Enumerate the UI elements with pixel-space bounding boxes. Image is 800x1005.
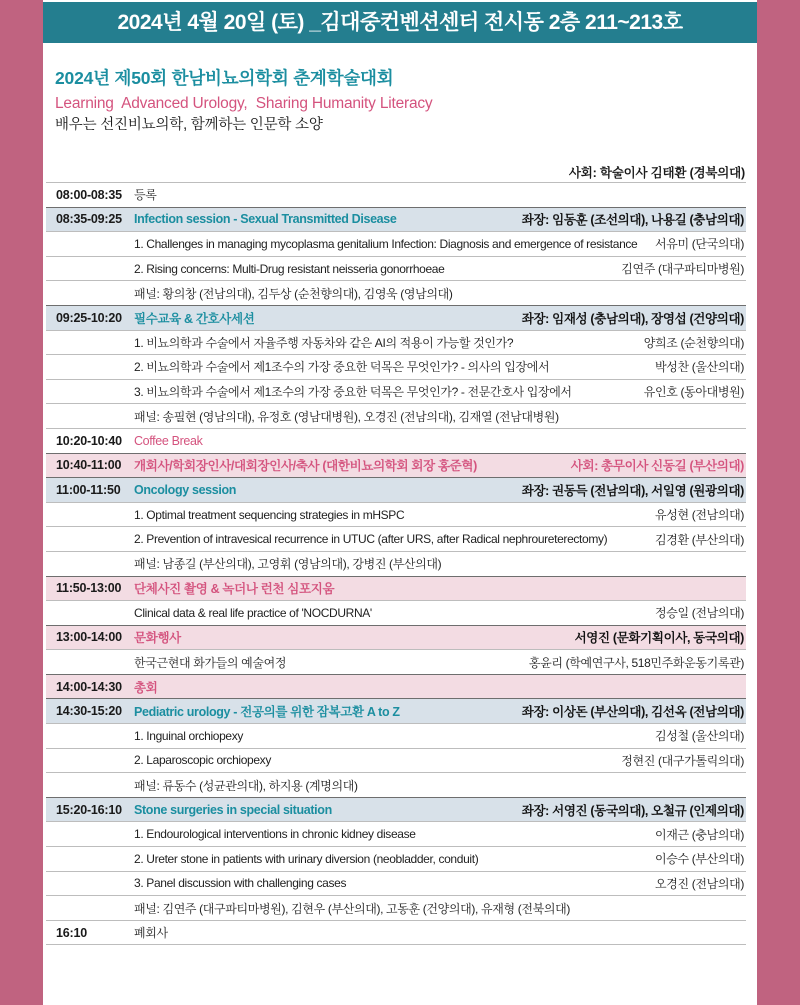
schedule-row xyxy=(46,723,746,748)
time-cell: 10:40-11:00 xyxy=(56,458,122,473)
schedule-row xyxy=(46,772,746,797)
schedule-row xyxy=(46,551,746,576)
schedule-row xyxy=(46,846,746,871)
chair-or-speaker: 유인호 (동아대병원) xyxy=(643,385,744,400)
item-title: 한국근현대 화가들의 예술여정 xyxy=(134,655,287,670)
schedule-row xyxy=(46,920,746,945)
schedule-row xyxy=(46,256,746,281)
chair-or-speaker: 좌장: 권동득 (전남의대), 서일영 (원광의대) xyxy=(521,483,744,498)
chair-or-speaker: 김연주 (대구파티마병원) xyxy=(621,262,744,277)
item-title: 3. 비뇨의학과 수술에서 제1조수의 가장 중요한 덕목은 무엇인가? - 전문간호사 입장에서 xyxy=(134,385,572,400)
time-cell: 10:20-10:40 xyxy=(56,433,122,448)
schedule-row xyxy=(46,502,746,527)
item-title: 2. Prevention of intravesical recurrence in UTUC (after URS, after Radical nephroureterectomy) xyxy=(134,532,608,547)
chair-or-speaker: 사회: 총무이사 신동길 (부산의대) xyxy=(570,459,744,474)
chair-or-speaker: 홍윤리 (학예연구사, 518민주화운동기록관) xyxy=(528,655,744,670)
chair-or-speaker: 정현진 (대구가톨릭의대) xyxy=(621,753,744,768)
schedule-row xyxy=(46,453,746,478)
time-cell: 16:10 xyxy=(56,925,87,940)
schedule-row xyxy=(46,477,746,502)
schedule-row xyxy=(46,649,746,674)
time-cell: 09:25-10:20 xyxy=(56,310,122,325)
left-border-stripe xyxy=(0,0,43,1005)
item-title: 1. Inguinal orchiopexy xyxy=(134,728,244,743)
schedule-row xyxy=(46,305,746,330)
item-title: 2. Rising concerns: Multi-Drug resistant neisseria gonorrhoeae xyxy=(134,261,445,276)
time-cell: 11:50-13:00 xyxy=(56,581,122,596)
schedule-row xyxy=(46,207,746,232)
schedule-table xyxy=(46,182,746,945)
chair-or-speaker: 이승수 (부산의대) xyxy=(655,852,744,867)
schedule-row xyxy=(46,403,746,428)
schedule-row xyxy=(46,600,746,625)
item-title: 1. Optimal treatment sequencing strategies in mHSPC xyxy=(134,507,405,522)
schedule-row xyxy=(46,674,746,699)
chair-or-speaker: 이재근 (충남의대) xyxy=(655,827,744,842)
time-cell: 08:00-08:35 xyxy=(56,187,122,202)
venue-banner xyxy=(43,2,757,43)
schedule-row xyxy=(46,379,746,404)
chair-or-speaker: 좌장: 임동훈 (조선의대), 나용길 (충남의대) xyxy=(521,213,744,228)
session-title: 총회 xyxy=(134,680,158,695)
item-title: 패널: 황의창 (전남의대), 김두상 (순천향의대), 김영욱 (영남의대) xyxy=(134,286,453,301)
item-title: 1. Challenges in managing mycoplasma genitalium Infection: Diagnosis and emergence of resistance xyxy=(134,236,638,251)
schedule-row xyxy=(46,354,746,379)
schedule-row xyxy=(46,526,746,551)
item-title: 1. 비뇨의학과 수술에서 자율주행 자동차와 같은 AI의 적용이 가능할 것인가? xyxy=(134,335,514,350)
time-cell: 15:20-16:10 xyxy=(56,802,122,817)
session-title: Stone surgeries in special situation xyxy=(134,802,332,817)
schedule-row xyxy=(46,330,746,355)
moderator-note: 사회: 학술이사 김태환 (경북의대) xyxy=(568,166,745,180)
session-title: Coffee Break xyxy=(134,433,203,448)
chair-or-speaker: 좌장: 이상돈 (부산의대), 김선옥 (전남의대) xyxy=(521,705,744,720)
schedule-row xyxy=(46,895,746,920)
chair-or-speaker: 서유미 (단국의대) xyxy=(655,237,744,252)
item-title: Clinical data & real life practice of 'NOCDURNA' xyxy=(134,605,372,620)
session-title: 단체사진 촬영 & 녹더나 런천 심포지움 xyxy=(134,582,335,597)
schedule-row xyxy=(46,576,746,601)
chair-or-speaker: 김성철 (울산의대) xyxy=(655,729,744,744)
session-title: 등록 xyxy=(134,188,157,203)
intro-block xyxy=(43,43,757,180)
item-title: 2. 비뇨의학과 수술에서 제1조수의 가장 중요한 덕목은 무엇인가? - 의사의 입장에서 xyxy=(134,360,550,375)
item-title: 패널: 류동수 (성균관의대), 하지용 (계명의대) xyxy=(134,778,358,793)
session-title: 개회사/학회장인사/대회장인사/축사 (대한비뇨의학회 회장 홍준혁) xyxy=(134,459,477,474)
schedule-row xyxy=(46,428,746,453)
chair-or-speaker: 김경환 (부산의대) xyxy=(655,532,744,547)
time-cell: 14:00-14:30 xyxy=(56,679,122,694)
item-title: 2. Ureter stone in patients with urinary diversion (neobladder, conduit) xyxy=(134,851,479,866)
content-panel xyxy=(43,0,757,1005)
conference-title: 2024년 제50회 한남비뇨의학회 춘계학술대회 xyxy=(55,68,394,88)
chair-or-speaker: 오경진 (전남의대) xyxy=(655,876,744,891)
item-title: 3. Panel discussion with challenging cases xyxy=(134,876,347,891)
chair-or-speaker: 유성현 (전남의대) xyxy=(655,508,744,523)
item-title: 패널: 송필현 (영남의대), 유정호 (영남대병원), 오경진 (전남의대), 김재열 (전남대병원) xyxy=(134,409,559,424)
right-border-stripe xyxy=(757,0,800,1005)
item-title: 1. Endourological interventions in chronic kidney disease xyxy=(134,827,416,842)
schedule-row xyxy=(46,182,746,207)
time-cell: 11:00-11:50 xyxy=(56,482,121,497)
chair-or-speaker: 서영진 (문화기획이사, 동국의대) xyxy=(574,631,744,646)
item-title: 패널: 남종길 (부산의대), 고영휘 (영남의대), 강병진 (부산의대) xyxy=(134,557,442,572)
chair-or-speaker: 양희조 (순천향의대) xyxy=(643,335,744,350)
item-title: 패널: 김연주 (대구파티마병원), 김현우 (부산의대), 고동훈 (건양의대), 유재형 (전북의대) xyxy=(134,901,570,916)
schedule-row xyxy=(46,821,746,846)
chair-or-speaker: 좌장: 서영진 (동국의대), 오철규 (인제의대) xyxy=(521,803,744,818)
schedule-row xyxy=(46,280,746,305)
time-cell: 08:35-09:25 xyxy=(56,212,122,227)
session-title: Infection session - Sexual Transmitted Disease xyxy=(134,212,397,227)
item-title: 2. Laparoscopic orchiopexy xyxy=(134,753,271,768)
time-cell: 14:30-15:20 xyxy=(56,704,122,719)
session-title: 폐회사 xyxy=(134,926,168,941)
session-title: 문화행사 xyxy=(134,631,181,646)
schedule-row xyxy=(46,625,746,650)
session-title: 필수교육 & 간호사세션 xyxy=(134,311,255,326)
schedule-row xyxy=(46,797,746,822)
schedule-row xyxy=(46,698,746,723)
time-cell: 13:00-14:00 xyxy=(56,630,122,645)
venue-banner-text: 2024년 4월 20일 (토) _김대중컨벤션센터 전시동 2층 211~213호 xyxy=(117,11,683,34)
schedule-row xyxy=(46,231,746,256)
session-title: Oncology session xyxy=(134,482,237,497)
subtitle-korean: 배우는 선진비뇨의학, 함께하는 인문학 소양 xyxy=(55,117,323,133)
schedule-row xyxy=(46,871,746,896)
schedule-row xyxy=(46,748,746,773)
chair-or-speaker: 정승일 (전남의대) xyxy=(655,606,744,621)
session-title: Pediatric urology - 전공의를 위한 잠복고환 A to Z xyxy=(134,705,400,720)
chair-or-speaker: 좌장: 임재성 (충남의대), 장영섭 (건양의대) xyxy=(521,311,744,326)
chair-or-speaker: 박성찬 (울산의대) xyxy=(655,360,744,375)
subtitle-english: Learning Advanced Urology, Sharing Humanity Literacy xyxy=(55,95,433,112)
